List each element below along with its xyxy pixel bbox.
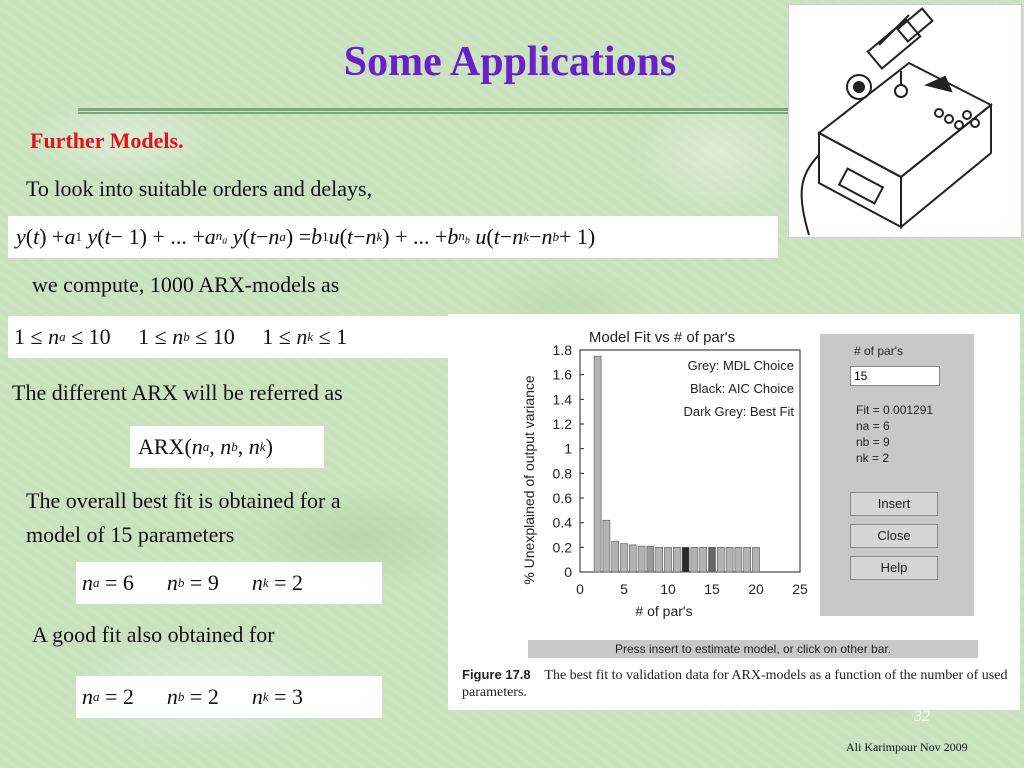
bar	[620, 544, 627, 572]
nb-value: nb = 9	[856, 435, 890, 449]
legend-entry: Dark Grey: Best Fit	[683, 404, 794, 419]
bar	[673, 547, 680, 572]
title-divider	[78, 108, 790, 114]
bar	[700, 547, 707, 572]
bar	[656, 547, 663, 572]
x-tick-label: 15	[704, 581, 720, 597]
compute-text: we compute, 1000 ARX-models as	[32, 272, 340, 297]
range-equation: 1 ≤ n a ≤ 10 1 ≤ n b ≤ 10 1 ≤ n k ≤ 1	[8, 316, 464, 358]
legend-entry: Grey: MDL Choice	[687, 358, 794, 373]
x-tick-label: 20	[748, 581, 764, 597]
bar	[603, 520, 610, 572]
par-count-input[interactable]	[850, 366, 940, 386]
bar	[594, 356, 601, 572]
close-button[interactable]: Close	[850, 524, 938, 548]
bar	[717, 547, 724, 572]
par-count-label: # of par's	[854, 344, 903, 358]
section-heading: Further Models.	[30, 128, 184, 153]
figure-panel	[448, 314, 1020, 710]
device-illustration	[788, 4, 1022, 238]
y-tick-label: 1.4	[552, 391, 572, 408]
bar	[752, 547, 759, 572]
x-axis-label: # of par's	[635, 603, 693, 619]
bar	[726, 547, 733, 572]
bar	[691, 547, 698, 572]
bar	[612, 541, 619, 572]
control-panel	[820, 334, 974, 616]
bar	[629, 545, 636, 572]
best-params: n a = 6 n b = 9 n k = 2	[76, 562, 382, 604]
na-value: na = 6	[856, 419, 890, 433]
caption-label: Figure 17.8	[462, 667, 531, 682]
legend-entry: Black: AIC Choice	[689, 381, 794, 396]
chart-title: Model Fit vs # of par's	[588, 329, 736, 346]
help-button[interactable]: Help	[850, 556, 938, 580]
y-tick-label: 1	[564, 440, 572, 457]
bar	[735, 547, 742, 572]
fit-readout	[856, 402, 933, 466]
bar	[638, 546, 645, 572]
bar	[664, 547, 671, 572]
y-tick-label: 1.6	[552, 366, 572, 383]
good-fit-text: A good fit also obtained for	[32, 622, 275, 647]
footer-credit: Ali Karimpour Nov 2009	[846, 740, 968, 754]
y-tick-label: 1.8	[552, 342, 572, 358]
y-tick-label: 1.2	[552, 416, 572, 432]
arx-notation: ARX( n a , n b , n k )	[130, 426, 324, 468]
intro-text: To look into suitable orders and delays,	[26, 176, 373, 201]
slide-title: Some Applications	[343, 39, 677, 85]
x-tick-label: 0	[576, 581, 584, 597]
bar	[744, 547, 751, 572]
bar	[708, 547, 715, 572]
page-number: 32	[914, 708, 930, 725]
fit-value: Fit = 0.001291	[856, 403, 934, 417]
y-tick-label: 0.6	[552, 490, 572, 506]
y-tick-label: 0.2	[552, 539, 572, 556]
x-tick-label: 10	[660, 581, 676, 597]
bar	[682, 547, 689, 572]
x-tick-label: 25	[792, 581, 808, 597]
caption-text: The best fit to validation data for ARX-models as a function of the number of used parameters.	[462, 668, 1008, 700]
y-tick-label: 0.4	[552, 514, 572, 531]
nk-value: nk = 2	[856, 451, 890, 465]
status-bar: Press insert to estimate model, or click on other bar.	[528, 640, 978, 658]
y-tick-label: 0	[564, 564, 572, 580]
arx-equation: y ( t ) + a 1 y ( t − 1) + ... + a $n_a$ y ( t − n a ) = b 1 u ( t − n k ) + ... + b $n_b$ u ( t − n k − n b + 1)	[8, 216, 778, 258]
model-fit-chart	[448, 314, 828, 634]
figure-caption	[462, 666, 1018, 701]
best-fit-text-2: model of 15 parameters	[26, 522, 235, 547]
referred-text: The different ARX will be referred as	[12, 380, 343, 405]
y-tick-label: 0.8	[552, 465, 572, 482]
x-tick-label: 5	[620, 581, 628, 597]
best-fit-text-1: The overall best fit is obtained for a	[26, 488, 341, 513]
good-params: n a = 2 n b = 2 n k = 3	[76, 676, 382, 718]
bar	[647, 546, 654, 572]
insert-button[interactable]: Insert	[850, 492, 938, 516]
y-axis-label: % Unexplained of output variance	[521, 375, 537, 585]
